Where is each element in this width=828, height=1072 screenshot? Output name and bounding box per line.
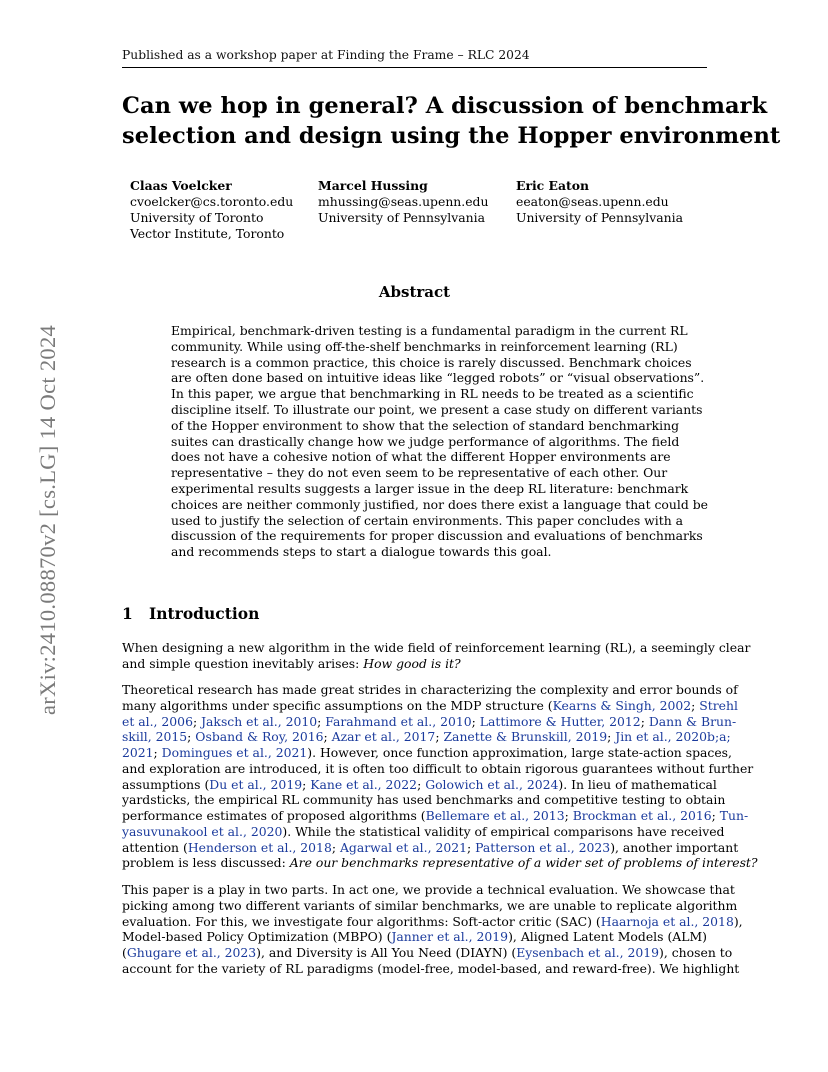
emphasized-question: How good is it? xyxy=(363,655,461,671)
citation-link[interactable]: Henderson et al., 2018 xyxy=(187,839,332,855)
text-span: ). While the statistical validity of empirical comparisons have received xyxy=(282,823,725,839)
paragraph-line: performance estimates of proposed algorithms (Bellemare et al., 2013; Brockman et al., 2016; Tun- xyxy=(122,808,749,823)
abstract-line: choices are neither commonly justified, nor does there exist a language that could be xyxy=(171,496,708,512)
abstract-line: experimental results suggests a larger issue in the deep RL literature: benchmark xyxy=(171,480,689,496)
abstract-line: of the Hopper environment to show that the selection of standard benchmarking xyxy=(171,417,680,433)
text-span: ), xyxy=(733,913,743,929)
author-email[interactable]: eeaton@seas.upenn.edu xyxy=(516,194,669,209)
citation-link[interactable]: Kane et al., 2022 xyxy=(310,776,418,792)
citation-link[interactable]: Patterson et al., 2023 xyxy=(475,839,611,855)
citation-link[interactable]: Tun- xyxy=(719,808,749,823)
citation-link[interactable]: Strehl xyxy=(699,697,738,713)
emphasized-question: Are our benchmarks representative of a wider set of problems of interest? xyxy=(289,855,758,871)
text-span: ), chosen to xyxy=(659,945,733,960)
paragraph-line xyxy=(122,913,743,930)
citation-link[interactable]: yasuvunakool et al., 2020 xyxy=(122,823,283,839)
abstract-line: used to justify the selection of certain environments. This paper concludes with a xyxy=(171,512,684,528)
abstract-line: are often done based on intuitive ideas like “legged robots” or “visual observations”. xyxy=(171,370,705,386)
citation-link[interactable]: Domingues et al., 2021 xyxy=(161,745,308,760)
intro-paragraph-3 xyxy=(122,882,743,977)
text-span: problem is less discussed: xyxy=(122,855,290,871)
paragraph-line: skill, 2015; Osband & Roy, 2016; Azar et al., 2017; Zanette & Brunskill, 2019; Jin et al., 2020b;a; xyxy=(122,729,731,745)
text-span: Model-based Policy Optimization (MBPO) ( xyxy=(122,929,392,945)
citation-link[interactable]: Brockman et al., 2016 xyxy=(572,808,712,823)
paragraph-line: account for the variety of RL paradigms (model-free, model-based, and reward-free). We highlight xyxy=(122,960,740,976)
author-block-eaton xyxy=(516,178,683,226)
paragraph-line: This paper is a play in two parts. In act one, we provide a technical evaluation. We showcase that xyxy=(122,882,735,897)
text-span: ), and Diversity is All You Need (DIAYN) ( xyxy=(256,945,517,960)
citation-link[interactable]: Agarwal et al., 2021 xyxy=(339,839,467,855)
paragraph-line: 2021; Domingues et al., 2021). However, once function approximation, large state-action spaces, xyxy=(122,745,732,760)
author-email[interactable]: mhussing@seas.upenn.edu xyxy=(318,194,489,209)
abstract-line: Empirical, benchmark-driven testing is a fundamental paradigm in the current RL xyxy=(171,323,688,338)
author-name: Marcel Hussing xyxy=(318,178,428,193)
citation-link[interactable]: Dann & Brun- xyxy=(648,713,737,729)
paragraph-line xyxy=(122,929,707,945)
citation-link[interactable]: Azar et al., 2017 xyxy=(331,729,436,745)
paragraph-line: et al., 2006; Jaksch et al., 2010; Farahmand et al., 2010; Lattimore & Hutter, 2012; Dann & Brun- xyxy=(122,713,737,729)
citation-link[interactable]: Eysenbach et al., 2019 xyxy=(516,945,660,960)
text-span: many algorithms under specific assumptions on the MDP structure ( xyxy=(122,697,553,713)
text-span: ). In lieu of mathematical xyxy=(558,776,717,792)
citation-link[interactable]: Haarnoja et al., 2018 xyxy=(600,913,734,929)
author-affiliation: University of Toronto xyxy=(130,210,264,225)
text-span: ( xyxy=(122,945,127,960)
author-block-voelcker xyxy=(130,178,293,242)
abstract-line: and recommends steps to start a dialogue towards this goal. xyxy=(171,544,552,560)
citation-link[interactable]: Jaksch et al., 2010 xyxy=(201,713,318,729)
abstract-line: representative – they do not even seem to be representative of each other. Our xyxy=(171,465,668,481)
running-header: Published as a workshop paper at Finding the Frame – RLC 2024 xyxy=(122,48,707,68)
author-affiliation: University of Pennsylvania xyxy=(516,210,683,225)
paragraph-line: When designing a new algorithm in the wide field of reinforcement learning (RL), a seemingly clear xyxy=(122,640,751,655)
citation-link[interactable]: skill, 2015 xyxy=(122,729,188,745)
paragraph-line xyxy=(122,855,758,871)
citation-link[interactable]: Ghugare et al., 2023 xyxy=(126,945,257,960)
section-heading-introduction xyxy=(122,604,259,623)
intro-paragraph-1 xyxy=(122,640,751,672)
citation-link[interactable]: Janner et al., 2019 xyxy=(391,929,509,945)
author-affiliation: Vector Institute, Toronto xyxy=(130,226,285,241)
citation-link[interactable]: 2021 xyxy=(122,745,154,760)
paragraph-line: picking among two different variants of similar benchmarks, we are unable to replicate algorithm xyxy=(122,897,738,913)
paragraph-line: and exploration are introduced, it is often too difficult to obtain rigorous guarantees without further xyxy=(122,760,754,776)
citation-link[interactable]: Kearns & Singh, 2002 xyxy=(552,697,692,713)
abstract-line: does not have a cohesive notion of what the different Hopper environments are xyxy=(171,449,671,465)
citation-link[interactable]: Du et al., 2019 xyxy=(209,776,303,792)
abstract-body xyxy=(171,323,708,560)
title-line-2: selection and design using the Hopper environment xyxy=(122,123,781,149)
citation-link[interactable]: Farahmand et al., 2010 xyxy=(325,713,472,729)
title-line-1: Can we hop in general? A discussion of benchmark xyxy=(122,93,768,119)
text-span: performance estimates of proposed algorithms ( xyxy=(122,808,426,823)
citation-link[interactable]: Jin et al., 2020b;a; xyxy=(615,729,731,745)
abstract-line: discipline itself. To illustrate our point, we present a case study on different variants xyxy=(171,401,703,417)
abstract-line: In this paper, we argue that benchmarking in RL needs to be treated as a scientific xyxy=(171,386,694,402)
abstract-line: suites can drastically change how we judge performance of algorithms. The field xyxy=(171,433,680,449)
citation-link[interactable]: Golowich et al., 2024 xyxy=(425,776,559,792)
section-title: Introduction xyxy=(149,604,260,623)
text-span: and simple question inevitably arises: xyxy=(122,655,364,671)
text-span: evaluation. For this, we investigate four algorithms: Soft-actor critic (SAC) ( xyxy=(122,913,601,929)
paragraph-line: Theoretical research has made great strides in characterizing the complexity and error bounds of xyxy=(122,682,738,697)
author-name: Claas Voelcker xyxy=(130,178,232,193)
author-email[interactable]: cvoelcker@cs.toronto.edu xyxy=(130,194,294,209)
author-affiliation: University of Pennsylvania xyxy=(318,210,485,225)
paragraph-line: assumptions (Du et al., 2019; Kane et al., 2022; Golowich et al., 2024). In lieu of mathematical xyxy=(122,776,717,792)
paragraph-line xyxy=(122,945,733,961)
citation-link[interactable]: Osband & Roy, 2016 xyxy=(195,729,324,745)
text-span: assumptions ( xyxy=(122,776,210,792)
paragraph-line xyxy=(122,823,725,840)
paragraph-line: many algorithms under specific assumptions on the MDP structure (Kearns & Singh, 2002; Strehl xyxy=(122,697,738,713)
arxiv-stamp-text: arXiv:2410.08870v2 [cs.LG] 14 Oct 2024 xyxy=(35,324,60,716)
citation-link[interactable]: Bellemare et al., 2013 xyxy=(425,808,565,823)
abstract-line: research is a common practice, this choice is rarely discussed. Benchmark choices xyxy=(171,354,692,370)
paragraph-line: yardsticks, the empirical RL community has used benchmarks and competitive testing to obtain xyxy=(122,792,726,808)
citation-link[interactable]: et al., 2006 xyxy=(122,713,193,729)
section-number: 1 xyxy=(122,604,133,623)
paper-title xyxy=(122,91,781,151)
citation-link[interactable]: Lattimore & Hutter, 2012 xyxy=(479,713,641,729)
abstract-heading: Abstract xyxy=(378,283,451,301)
paragraph-line: attention (Henderson et al., 2018; Agarwal et al., 2021; Patterson et al., 2023), another important xyxy=(122,839,739,855)
abstract-line: discussion of the requirements for proper discussion and evaluations of benchmarks xyxy=(171,528,703,544)
text-span: ). However, once function approximation, large state-action spaces, xyxy=(307,745,732,760)
citation-link[interactable]: Zanette & Brunskill, 2019 xyxy=(443,729,608,745)
text-span: ), another important xyxy=(610,839,739,855)
text-span: ), Aligned Latent Models (ALM) xyxy=(508,929,707,945)
text-span: attention ( xyxy=(122,839,188,855)
abstract-line: community. While using off-the-shelf benchmarks in reinforcement learning (RL) xyxy=(171,338,678,354)
intro-paragraph-2 xyxy=(122,682,758,871)
author-name: Eric Eaton xyxy=(516,178,590,193)
paragraph-line xyxy=(122,656,707,672)
author-block-hussing xyxy=(318,178,488,226)
